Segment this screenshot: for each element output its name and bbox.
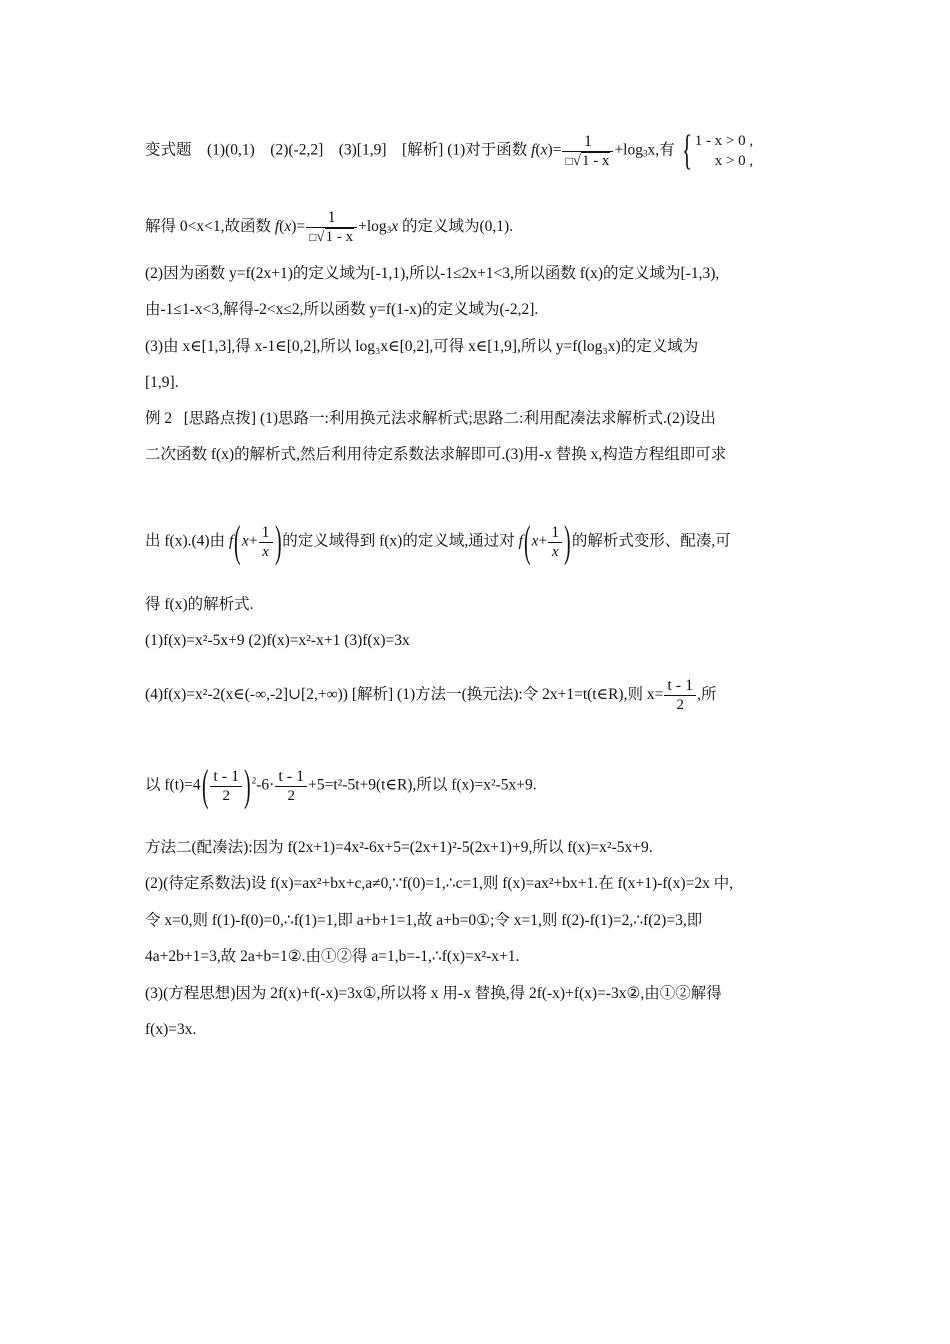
variant-p1-intro: (1)对于函数 [447,141,528,159]
example2-p2-line2: 令 x=0,则 f(1)-f(0)=0,∴f(1)=1,即 a+b+1=1,故 a+b=0①;令 x=1,则 f(2)-f(1)=2,∴f(2)=3,即 [145,912,703,929]
variant-p2-line2: 由-1≤1-x<3,解得-2<x≤2,所以函数 y=f(1-x)的定义域为(-2,2]. [145,301,539,318]
example2-p3-line1: (3)(方程思想)因为 2f(x)+f(-x)=3x①,所以将 x 用-x 替换,得 2f(-x)+f(x)=-3x②,由①②解得 [145,985,722,1002]
variant-label: 变式题 [145,141,192,159]
variant-answer-line: 变式题 (1)(0,1) (2)(-2,2] (3)[1,9] [解析] (1)对于函数 f(x)= $\frac{1}{□√1 - x}$ $+\log_3x$,有 { 1 - x > 0 , x > 0 , [145,128,754,174]
example2-answer4-line: (4)f(x)=x²-2(x∈(-∞,-2]∪[2,+∞)) [解析] (1)方法一(换元法):令 2x+1=t(t∈R),则 x= $\frac{t - 1}{2}$ ,所 [145,677,717,713]
example2-hint-line1: 例 2 [思路点拨] (1)思路一:利用换元法求解析式;思路二:利用配凑法求解析式.(2)设出 [145,410,716,427]
example2-hint-line2: 二次函数 f(x)的解析式,然后利用待定系数法求解即可.(3)用-x 替换 x,构造方程组即可求 [145,446,727,463]
example2-hint-line3: 出 f(x).(4)由 f(x+ $\frac{1}{x}$ )的定义域得到 f(x)的定义域,通过对 f(x+ $\frac{1}{x}$ )的解析式变形、配凑,可 [145,517,731,566]
variant-solve-line: 解得 0<x<1,故函数 f(x)= $\frac{1}{□√1 - x}$ $+\log_3x$ 的定义域为(0,1). [145,209,514,245]
variant-answer-3: (3)[1,9] [338,141,387,159]
example2-p3-line2: f(x)=3x. [145,1021,197,1038]
variant-answer-1: (1)(0,1) [207,141,255,159]
example2-p2-line1: (2)(待定系数法)设 f(x)=ax²+bx+c,a≠0,∵f(0)=1,∴c=1,则 f(x)=ax²+bx+1.在 f(x+1)-f(x)=2x 中, [145,875,734,892]
analysis-tag: [解析] [402,141,444,159]
inequality-system: { 1 - x > 0 , x > 0 , [681,128,754,174]
example2-label: 例 2 [145,410,173,427]
example2-substitution-line: 以 f(t)=4( $\frac{t - 1}{2}$ )$^2$-6· $\frac{t - 1}{2}$ +5=t²-5t+9(t∈R),所以 f(x)=x²-5x+9. [145,761,537,810]
example2-hint-line4: 得 f(x)的解析式. [145,596,254,613]
example2-answers-line: (1)f(x)=x²-5x+9 (2)f(x)=x²-x+1 (3)f(x)=3x [145,632,410,649]
variant-p3-line1: (3)由 x∈[1,3],得 x-1∈[0,2],所以 log₃x∈[0,2],可得 x∈[1,9],所以 y=f(log₃x)的定义域为 [145,338,699,355]
variant-p2-line1: (2)因为函数 y=f(2x+1)的定义域为[-1,1),所以-1≤2x+1<3,所以函数 f(x)的定义域为[-1,3), [145,265,720,282]
fraction-one-over-root: $\frac{1}{□√1 - x}$ [562,132,613,171]
example2-p2-line3: 4a+2b+1=3,故 2a+b=1②.由①②得 a=1,b=-1,∴f(x)=x²-x+1. [145,948,520,965]
fraction-one-over-root-2: $\frac{1}{□√1 - x}$ [306,208,357,247]
example2-method2: 方法二(配凑法):因为 f(2x+1)=4x²-6x+5=(2x+1)²-5(2x+1)+9,所以 f(x)=x²-5x+9. [145,839,653,856]
variant-answer-2: (2)(-2,2] [270,141,324,159]
variant-p3-line2: [1,9]. [145,374,179,391]
